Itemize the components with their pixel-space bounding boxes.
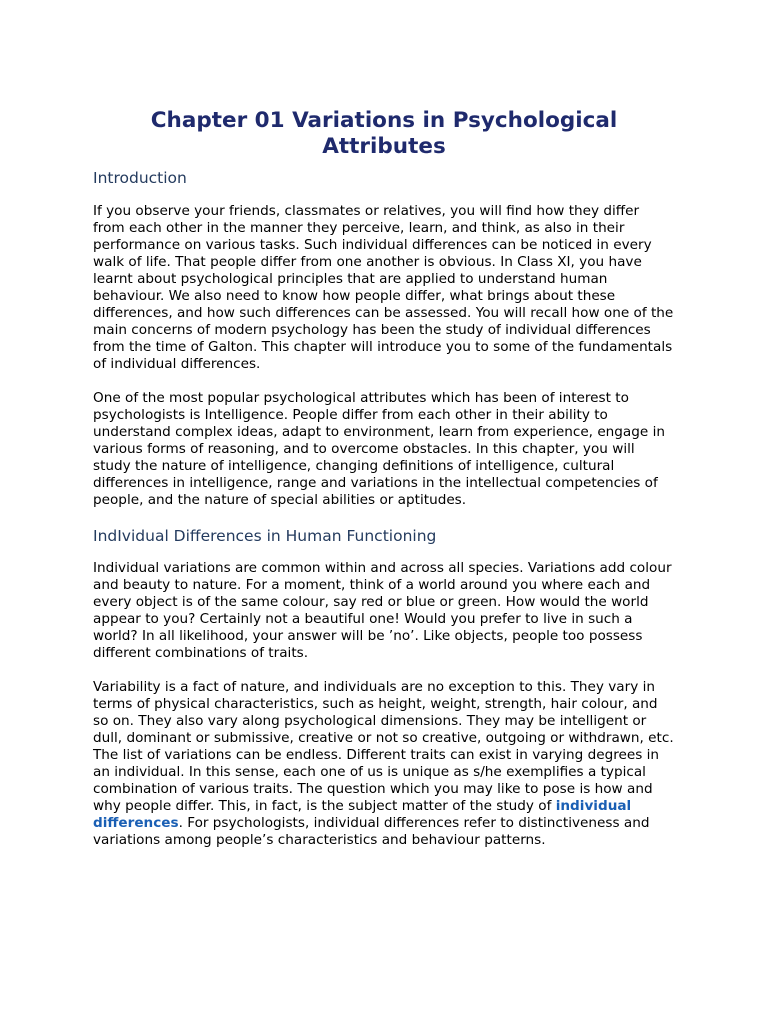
individual-paragraph-1: Individual variations are common within and across all species. Variations add colour and beauty to nature. For a moment, think of a world around you where each and every object is of the same colour, say red or blue or green. How would the world appear to you? Certainly not a beautiful one! Would you prefer to live in such a world? In all likelihood, your answer will be ’no’. Like objects, people too possess different combinations of traits. (93, 560, 672, 661)
chapter-title: Chapter 01 Variations in Psychological Attributes (150, 108, 618, 159)
individual-paragraph-2 (93, 679, 675, 849)
keyword-link-individual-differences[interactable]: individual differences (93, 798, 632, 831)
intro-paragraph-2: One of the most popular psychological attributes which has been of interest to psychologists is Intelligence. People differ from each other in their ability to understand complex ideas, adapt to environment, learn from experience, engage in various forms of reasoning, and to overcome obstacles. In this chapter, you will study the nature of intelligence, changing definitions of intelligence, cultural differences in intelligence, range and variations in the intellectual competencies of people, and the nature of special abilities or aptitudes. (93, 390, 665, 508)
intro-paragraph-1: If you observe your friends, classmates or relatives, you will find how they differ from each other in the manner they perceive, learn, and think, as also in their performance on various tasks. Such individual differences can be noticed in every walk of life. That people differ from one another is obvious. In Class XI, you have learnt about psychological principles that are applied to understand human behaviour. We also need to know how people differ, what brings about these differences, and how such differences can be assessed. You will recall how one of the main concerns of modern psychology has been the study of individual differences from the time of Galton. This chapter will introduce you to some of the fundamentals of individual differences. (93, 203, 674, 372)
paragraph-text-before-keyword: Variability is a fact of nature, and individuals are no exception to this. They vary in terms of physical characteristics, such as height, weight, strength, hair colour, and so on. They also vary along psychological dimensions. They may be intelligent or dull, dominant or submissive, creative or not so creative, outgoing or withdrawn, etc. The list of variations can be endless. Different traits can exist in varying degrees in an individual. In this sense, each one of us is unique as s/he exemplifies a typical combination of various traits. The question which you may like to pose is how and why people differ. This, in fact, is the subject matter of the study of (93, 679, 674, 814)
document-page (93, 108, 675, 849)
section-heading-individual-differences: IndIvidual Differences in Human Functioning (93, 527, 437, 545)
section-heading-introduction: Introduction (93, 169, 187, 187)
paragraph-text-after-keyword: . For psychologists, individual differences refer to distinctiveness and variations among people’s characteristics and behaviour patterns. (93, 815, 650, 848)
